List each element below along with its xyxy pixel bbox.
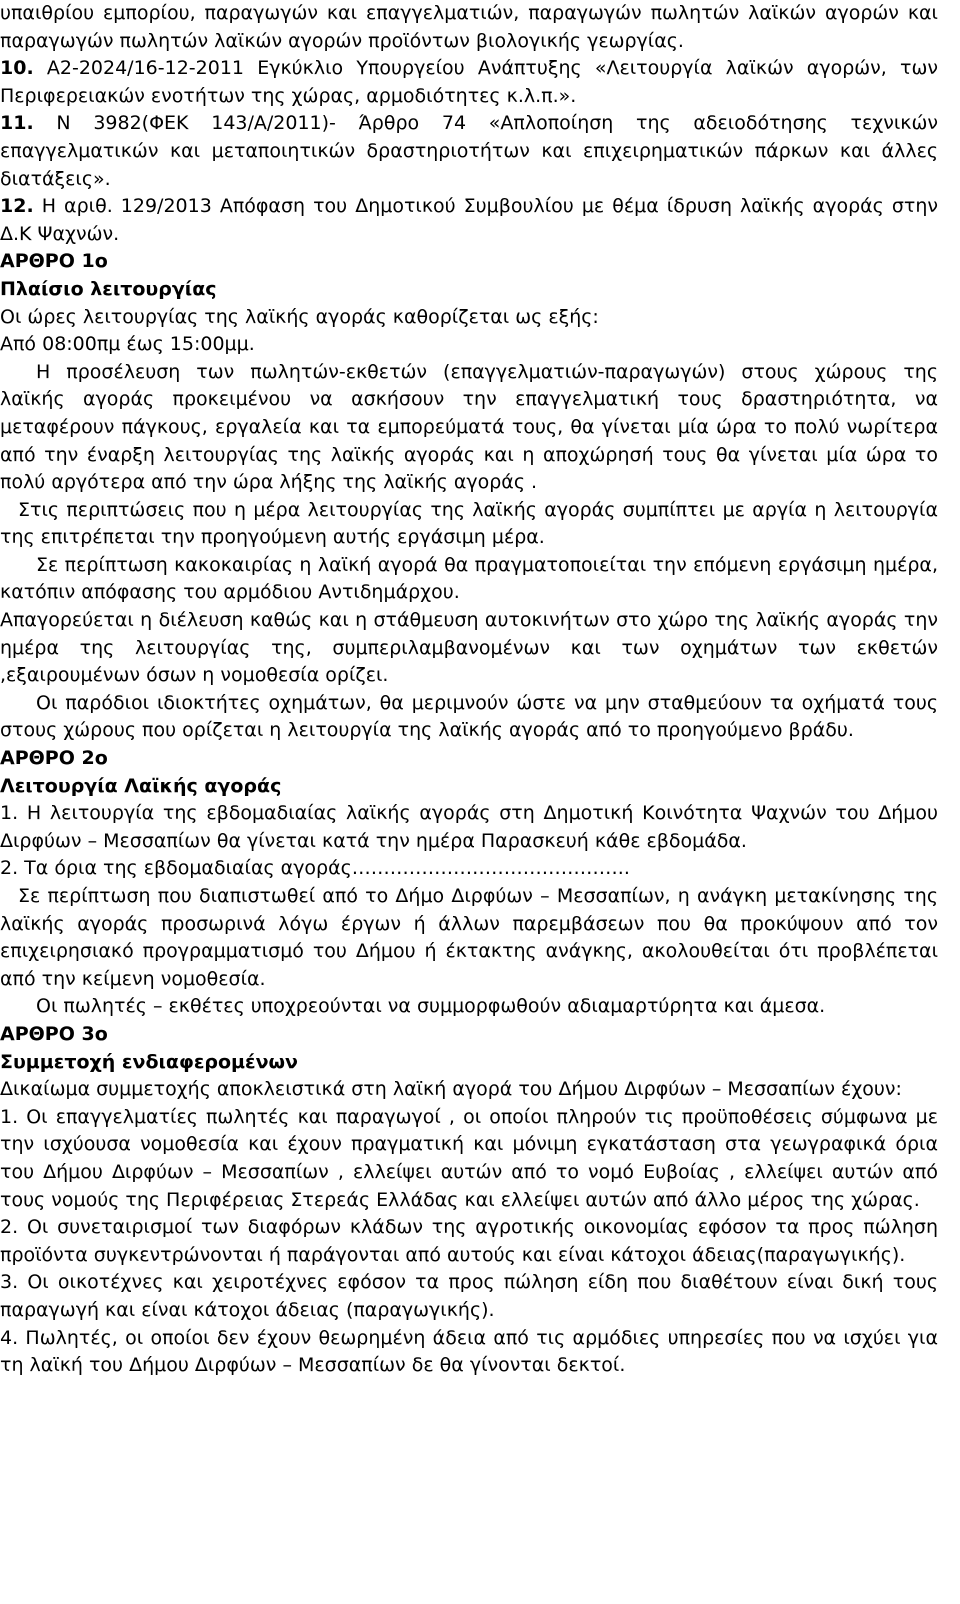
- article-2-paragraph: Οι πωλητές – εκθέτες υποχρεούνται να συμμορφωθούν αδιαμαρτύρητα και άμεσα.: [36, 995, 826, 1018]
- article-2-paragraph: 1. Η λειτουργία της εβδομαδιαίας λαϊκής αγοράς στη Δημοτική Κοινότητα Ψαχνών του Δήμου Διρφύων – Μεσσαπίων θα γίνεται κατά την ημέρα Παρασκευή κάθε εβδομάδα.: [0, 802, 938, 852]
- item-text: Α2-2024/16-12-2011 Εγκύκλιο Υπουργείου Ανάπτυξης «Λειτουργία λαϊκών αγορών, των Περιφερειακών ενοτήτων της χώρας, αρμοδιότητες κ.λ.π.».: [0, 57, 938, 107]
- article-3-paragraph: 1. Οι επαγγελματίες πωλητές και παραγωγοί , οι οποίοι πληρούν τις προϋποθέσεις σύμφωνα με την ισχύουσα νομοθεσία και έχουν πραγματική και μόνιμη εγκατάσταση στα γεωγραφικά όρια του Δήμου Διρφύων – Μεσσαπίων , ελλείψει αυτών από το νομό Ευβοίας , ελλείψει αυτών από τους νομούς της Περιφέρειας Στερεάς Ελλάδας και ελλείψει αυτών από άλλο μέρος της χώρας.: [0, 1105, 938, 1211]
- article-1-paragraph: Στις περιπτώσεις που η μέρα λειτουργίας της λαϊκής αγοράς συμπίπτει με αργία η λειτουργία της επιτρέπεται την προηγούμενη αυτής εργάσιμη μέρα.: [0, 498, 938, 549]
- article-1-paragraph: Οι παρόδιοι ιδιοκτήτες οχημάτων, θα μεριμνούν ώστε να μην σταθμεύουν τα οχήματά τους στους χώρους που ορίζεται η λειτουργία της λαϊκής αγοράς από το προηγούμενο βράδυ.: [0, 691, 938, 742]
- article-3-paragraph: Δικαίωμα συμμετοχής αποκλειστικά στη λαϊκή αγορά του Δήμου Διρφύων – Μεσσαπίων έχουν:: [0, 1078, 902, 1101]
- item-number: 12.: [0, 195, 34, 218]
- preamble-item-11: [0, 110, 938, 193]
- preamble-item-10: [0, 55, 938, 110]
- article-1-heading: ΑΡΘΡΟ 1ο: [0, 250, 108, 273]
- article-1-paragraph: Σε περίπτωση κακοκαιρίας η λαϊκή αγορά θα πραγματοποιείται την επόμενη εργάσιμη ημέρα, κατόπιν απόφασης του αρμόδιου Αντιδημάρχου.: [0, 553, 938, 604]
- article-1-title: Πλαίσιο λειτουργίας: [0, 277, 217, 300]
- article-2-paragraph: 2. Τα όρια της εβδομαδιαίας αγοράς……………………………………..: [0, 857, 630, 880]
- article-1-paragraph: Οι ώρες λειτουργίας της λαϊκής αγοράς καθορίζεται ως εξής:: [0, 305, 599, 328]
- item-text: Η αριθ. 129/2013 Απόφαση του Δημοτικού Συμβουλίου με θέμα ίδρυση λαϊκής αγοράς στην Δ.Κ Ψαχνών.: [0, 195, 938, 245]
- article-1-paragraph: Από 08:00πμ έως 15:00μμ.: [0, 333, 255, 356]
- item-number: 10.: [0, 57, 34, 80]
- article-3-paragraph: 3. Οι οικοτέχνες και χειροτέχνες εφόσον τα προς πώληση είδη που διαθέτουν είναι δική τους παραγωγή και είναι κάτοχοι άδειας (παραγωγικής).: [0, 1271, 938, 1321]
- article-1-paragraph: Η προσέλευση των πωλητών-εκθετών (επαγγελματιών-παραγωγών) στους χώρους της λαϊκής αγοράς προκειμένου να ασκήσουν την επαγγελματική τους δραστηριότητα, να μεταφέρουν πάγκους, εργαλεία και τα εμπορεύματά τους, θα γίνεται μία ώρα το πολύ νωρίτερα από την έναρξη λειτουργίας της λαϊκής αγοράς και η αποχώρησή τους θα γίνεται μία ώρα το πολύ αργότερα από την ώρα λήξης της λαϊκής αγοράς .: [0, 360, 938, 494]
- article-3-paragraph: 4. Πωλητές, οι οποίοι δεν έχουν θεωρημένη άδεια από τις αρμόδιες υπηρεσίες που να ισχύει για τη λαϊκή του Δήμου Διρφύων – Μεσσαπίων δε θα γίνονται δεκτοί.: [0, 1326, 938, 1377]
- article-3-title: Συμμετοχή ενδιαφερομένων: [0, 1050, 298, 1073]
- article-2-paragraph: Σε περίπτωση που διαπιστωθεί από το Δήμο Διρφύων – Μεσσαπίων, η ανάγκη μετακίνησης της λαϊκής αγοράς προσωρινά λόγω έργων ή άλλων παρεμβάσεων που θα προκύψουν από τον επιχειρησιακό προγραμματισμό του Δήμου ή έκτακτης ανάγκης, ακολουθείται ότι προβλέπεται από την κείμενη νομοθεσία.: [0, 885, 938, 990]
- item-text: Ν 3982(ΦΕΚ 143/Α/2011)- Άρθρο 74 «Απλοποίηση της αδειοδότησης τεχνικών επαγγελματικών και μεταποιητικών δραστηριοτήτων και επιχειρηματικών πάρκων και άλλες διατάξεις».: [0, 112, 938, 190]
- article-3-paragraph: 2. Οι συνεταιρισμοί των διαφόρων κλάδων της αγροτικής οικονομίας εφόσον τα προς πώληση προϊόντα συγκεντρώνονται ή παράγονται από αυτούς και είναι κάτοχοι άδειας(παραγωγικής).: [0, 1216, 938, 1266]
- item-number: 11.: [0, 112, 34, 135]
- article-1-paragraph: Απαγορεύεται η διέλευση καθώς και η στάθμευση αυτοκινήτων στο χώρο της λαϊκής αγοράς την ημέρα της λειτουργίας της, συμπεριλαμβανομένων και των οχημάτων των εκθετών ,εξαιρουμένων όσων η νομοθεσία ορίζει.: [0, 609, 938, 687]
- article-3-heading: ΑΡΘΡΟ 3ο: [0, 1022, 108, 1045]
- article-2-title: Λειτουργία Λαϊκής αγοράς: [0, 774, 282, 797]
- article-2-heading: ΑΡΘΡΟ 2ο: [0, 747, 108, 770]
- preamble-intro-tail: υπαιθρίου εμπορίου, παραγωγών και επαγγελματιών, παραγωγών πωλητών λαϊκών αγορών και παραγωγών πωλητών λαϊκών αγορών προϊόντων βιολογικής γεωργίας.: [0, 2, 938, 52]
- preamble-item-12: [0, 193, 938, 248]
